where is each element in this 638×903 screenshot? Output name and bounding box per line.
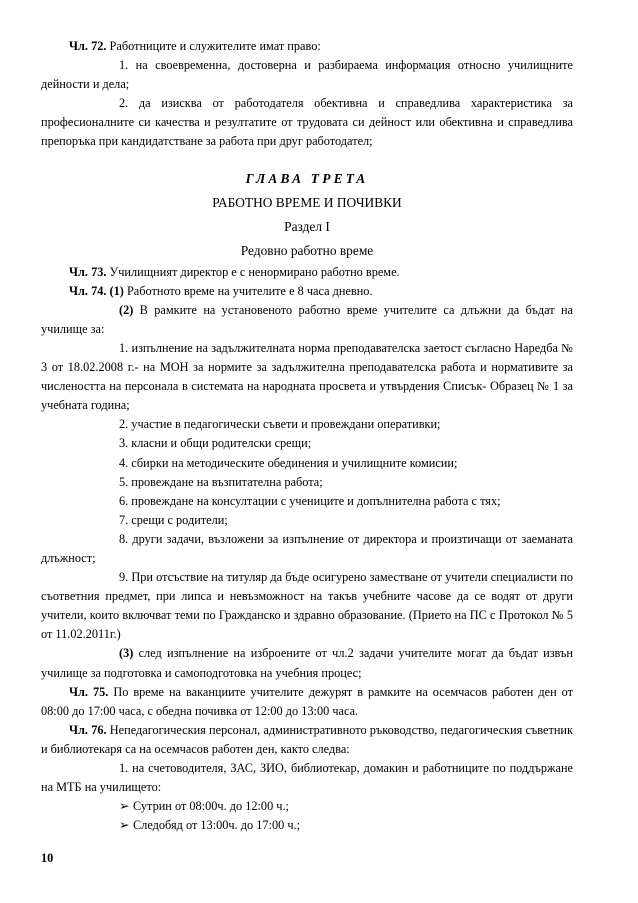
article-74-item-4: 4. сбирки на методическите обединения и училищните комисии;: [119, 455, 458, 470]
bullet-text: Следобяд от 13:00ч. до 17:00 ч.;: [133, 818, 300, 833]
article-72-item-2: 2. да изисква от работодателя обективна и справедлива характеристика за професионалните си качества и резултатите от трудовата си дейност или обективна и справедлива препоръка при кандидатстване за работа при друг работодател;: [41, 96, 573, 149]
chapter-label: ГЛАВА ТРЕТА: [245, 170, 369, 186]
paragraph-text: след изпълнение на изброените от чл.2 задачи учителите могат да бъдат извън училище за подготовка и самоподготовка на учебния процес;: [41, 646, 573, 680]
article-text: По време на ваканциите учителите дежурят в рамките на осемчасов работен ден от 08:00 до 17:00 часа, с обедна почивка от 12:00 до 13:00 часа.: [41, 684, 573, 718]
article-75: [41, 683, 573, 721]
bullet-item: [41, 797, 573, 816]
article-74-item-8: 8. други задачи, възложени за изпълнение от директора и произтичащи от заеманата длъжност;: [41, 531, 573, 565]
paragraph-number: (2): [119, 302, 134, 317]
article-number: Чл. 76.: [69, 722, 107, 737]
article-74-item-6: 6. провеждане на консултации с учениците и допълнителна работа с тях;: [119, 493, 501, 508]
article-number: Чл. 75.: [69, 684, 109, 699]
paragraph-number: (3): [119, 646, 134, 661]
bullet-item: [41, 816, 573, 835]
article-74-paragraph-2: [41, 301, 573, 339]
bullet-text: Сутрин от 08:00ч. до 12:00 ч.;: [133, 799, 289, 814]
article-text: Училищният директор е с ненормирано работно време.: [106, 264, 400, 279]
section-subtitle: Редовно работно време: [240, 242, 374, 258]
article-73: [41, 263, 573, 282]
paragraph-number: (1): [106, 283, 124, 298]
article-74-item-2: 2. участие в педагогически съвети и провеждани оперативки;: [119, 417, 441, 432]
paragraph-text: Работното време на учителите е 8 часа дневно.: [123, 283, 373, 298]
article-text: Непедагогическия персонал, административното ръководство, педагогическия съветник и библиотекаря са на осемчасов работен ден, както следва:: [41, 722, 573, 756]
article-74: [41, 282, 573, 301]
article-74-item-3: 3. класни и общи родителски срещи;: [119, 436, 312, 451]
article-text: Работниците и служителите имат право:: [106, 39, 321, 53]
article-number: Чл. 74.: [69, 283, 107, 298]
paragraph-text: В рамките на установеното работно време учителите са длъжни да бъдат на училище за:: [41, 302, 573, 336]
article-72-item-1: 1. на своевременна, достоверна и разбираема информация относно училищните дейности и дела;: [41, 58, 573, 92]
article-number: Чл. 73.: [69, 264, 107, 279]
page-number: 10: [41, 851, 54, 865]
article-72: [41, 37, 573, 56]
article-74-item-5: 5. провеждане на възпитателна работа;: [119, 474, 323, 489]
article-74-item-7: 7. срещи с родители;: [119, 512, 228, 527]
article-76-item-1: 1. на счетоводителя, ЗАС, ЗИО, библиотекар, домакин и работниците по поддържане на МТБ на училището:: [41, 761, 573, 795]
article-number: Чл. 72.: [69, 39, 107, 53]
article-76: [41, 721, 573, 759]
article-74-item-1: 1. изпълнение на задължителната норма преподавателска заетост съгласно Наредба № 3 от 18.02.2008 г.- на МОН за нормите за задължителна преподавателска работа и нормативите за числеността на персонала в системата на народната просвета и утвърдения Списък- Образец № 1 за учебната година;: [41, 340, 573, 413]
arrow-bullet-icon: ➢: [119, 818, 130, 833]
section-label: Раздел I: [284, 218, 330, 234]
article-74-item-9: 9. При отсъствие на титуляр да бъде осигурено заместване от учители специалисти по съответния предмет, при липса и невъзможност на такъв учебните часове да се водят от други учители, които включват теми по Гражданско и здравно образование. (Прието на ПС с Протокол № 5 от 11.02.2011г.): [41, 570, 573, 642]
article-74-paragraph-3: [41, 644, 573, 682]
document-page: [41, 37, 573, 835]
arrow-bullet-icon: ➢: [119, 799, 130, 814]
chapter-title: РАБОТНО ВРЕМЕ И ПОЧИВКИ: [212, 194, 402, 210]
